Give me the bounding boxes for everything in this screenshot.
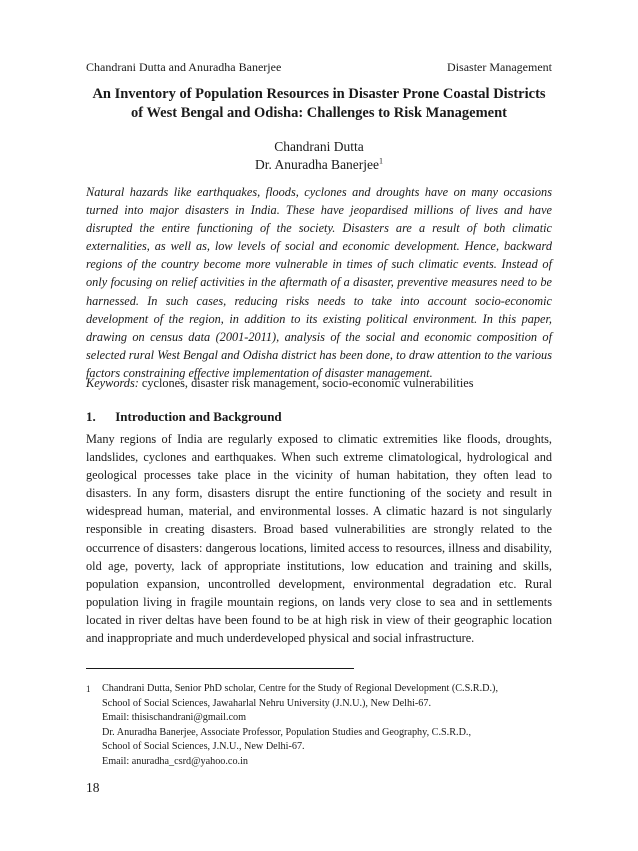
- author-block: [86, 138, 552, 174]
- footnote-line: Email: thisischandrani@gmail.com: [102, 712, 247, 724]
- keywords-text: cyclones, disaster risk management, socio-economic vulnerabilities: [141, 376, 474, 390]
- body-paragraph: Many regions of India are regularly exposed to climatic extremities like floods, droughts, landslides, cyclones and earthquakes. When such extreme climatological, hydrological and geological processes take place in the vicinity of human habitation, they often lead to disasters. In any form, disasters disrupt the entire functioning of the society and result in widespread human, material, and environmental losses. A climatic hazard is not singularly responsible in creating disasters. Broad based vulnerabilities are strongly related to the occurrence of disasters: dangerous locations, limited access to resources, illness and disability, old age, poverty, lack of appropriate institutions, low education and training and skills, population expansion, uncontrolled development, environmental degradation etc. Rural population living in fragile mountain regions, on lands very close to sea and in settlements located in river deltas have been found to be at high risk in view of their geographic location and inappropriate and much underdeveloped physical and social infrastructure.: [86, 432, 552, 646]
- page-number: 18: [86, 780, 100, 795]
- section-title: Introduction and Background: [115, 409, 282, 424]
- section-number: 1.: [86, 409, 96, 424]
- footnote-lines: [102, 682, 552, 770]
- running-head-journal: Disaster Management: [447, 60, 552, 74]
- footnote-line: Chandrani Dutta, Senior PhD scholar, Centre for the Study of Regional Development (C.S.R.D.),: [102, 683, 498, 694]
- running-head-authors: Chandrani Dutta and Anuradha Banerjee: [86, 60, 282, 74]
- footnote-line: School of Social Sciences, Jawaharlal Nehru University (J.N.U.), New Delhi-67.: [102, 697, 432, 709]
- keywords-label: Keywords:: [86, 376, 139, 390]
- author-second: Dr. Anuradha Banerjee: [254, 157, 380, 172]
- footnote: [86, 682, 552, 770]
- footnote-mark: 1: [86, 684, 91, 694]
- footnote-line: School of Social Sciences, J.N.U., New Delhi-67.: [102, 741, 305, 753]
- running-head: [86, 60, 552, 75]
- abstract: Natural hazards like earthquakes, floods, cyclones and droughts have on many occasions turned into major disasters in India. These have jeopardised millions of lives and have disrupted the entire functioning of the society. Disasters are a result of both climatic externalities, as well as, low levels of social and economic development. Hence, backward regions of the country become more vulnerable in times of such climatic events. Instead of only focusing on relief activities in the aftermath of a disaster, preventive measures need to be harnessed. In such cases, reducing risks needs to take into account socio-economic development of the region, in addition to its existing political environment. In this paper, drawing on census data (2001-2011), analysis of the social and economic composition of selected rural West Bengal and Odisha district has been done, to draw attention to the various factors constraining effective implementation of disaster management.: [86, 185, 552, 380]
- author-first: Chandrani Dutta: [274, 139, 364, 154]
- keywords: [86, 374, 552, 392]
- paper-title: An Inventory of Population Resources in Disaster Prone Coastal Districts of West Bengal and Odisha: Challenges to Risk Management: [92, 86, 546, 121]
- section-heading: [86, 408, 552, 426]
- author-second-line: [86, 156, 552, 174]
- footnote-line: Email: anuradha_csrd@yahoo.co.in: [102, 755, 249, 767]
- author-footnote-mark: 1: [379, 156, 384, 166]
- footnote-line: Dr. Anuradha Banerjee, Associate Professor, Population Studies and Geography, C.S.R.D.,: [102, 726, 472, 738]
- footnote-rule: [86, 668, 354, 669]
